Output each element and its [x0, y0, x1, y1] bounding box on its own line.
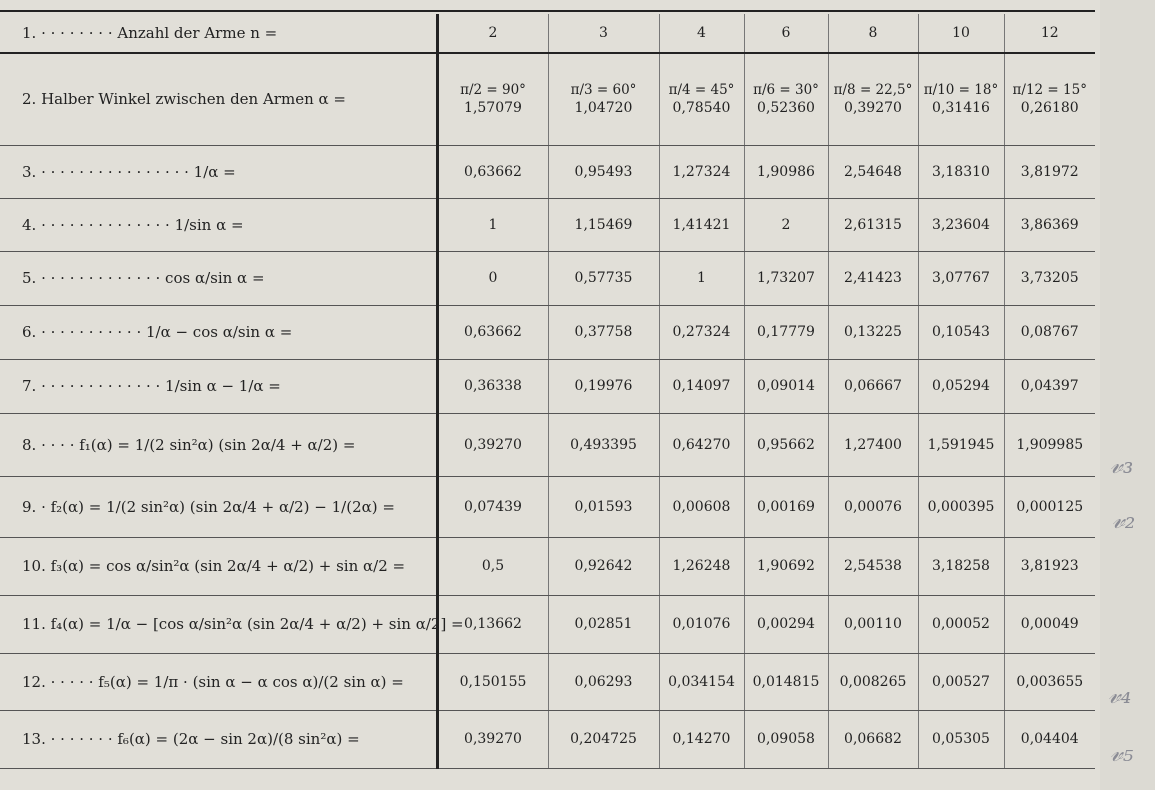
values-table [0, 14, 1095, 769]
table-cell: 0,5 [437, 537, 548, 595]
table-cell: 0,95662 [744, 413, 828, 476]
table-cell: 3,81923 [1004, 537, 1095, 595]
table-cell: 0,003655 [1004, 653, 1095, 710]
table-cell: 2,54648 [828, 145, 918, 198]
table-header-row [0, 14, 1095, 53]
table-cell: 0,09014 [744, 359, 828, 413]
table-cell: 1,27400 [828, 413, 918, 476]
table-cell: 0,39270 [437, 710, 548, 768]
angle-radians: 0,26180 [1020, 100, 1079, 117]
table-cell: 0,06682 [828, 710, 918, 768]
table-cell: 1,591945 [918, 413, 1004, 476]
row-label: 11. f₄(α) = 1/α − [cos α/sin²α (sin 2α/4 + α/2) + sin α/2] = [0, 595, 437, 653]
table-cell: 0,92642 [548, 537, 659, 595]
table-row [0, 359, 1095, 413]
table-cell: 0,08767 [1004, 305, 1095, 359]
table-cell: 1,27324 [659, 145, 744, 198]
table-cell: 0,17779 [744, 305, 828, 359]
angle-radians: 0,78540 [672, 100, 731, 117]
header-arms: 3 [548, 14, 659, 53]
row-label: 4. · · · · · · · · · · · · · · 1/sin α = [0, 198, 437, 251]
table-cell [437, 53, 548, 145]
table-cell: 0,034154 [659, 653, 744, 710]
table-cell: 3,73205 [1004, 251, 1095, 305]
table-cell: 0 [437, 251, 548, 305]
table-cell: 2,41423 [828, 251, 918, 305]
header-arms: 10 [918, 14, 1004, 53]
table-cell: 1 [659, 251, 744, 305]
row-label: 7. · · · · · · · · · · · · · 1/sin α − 1/α = [0, 359, 437, 413]
table-cell: 2,61315 [828, 198, 918, 251]
table-cell: 0,07439 [437, 476, 548, 537]
table-cell: 0,64270 [659, 413, 744, 476]
angle-fraction: π/6 = 30° [753, 82, 819, 99]
table-cell: 3,18258 [918, 537, 1004, 595]
angle-radians: 0,39270 [844, 100, 902, 117]
table-cell: 0,63662 [437, 305, 548, 359]
table-cell: 1,15469 [548, 198, 659, 251]
table-row [0, 413, 1095, 476]
header-arms: 12 [1004, 14, 1095, 53]
table-cell: 0,39270 [437, 413, 548, 476]
table-cell: 0,19976 [548, 359, 659, 413]
table-cell: 0,05294 [918, 359, 1004, 413]
margin-note: 𝓋₃ [1110, 450, 1134, 480]
table-row [0, 595, 1095, 653]
row-label: 5. · · · · · · · · · · · · · cos α/sin α = [0, 251, 437, 305]
table-cell: 0,57735 [548, 251, 659, 305]
table-cell: 0,06293 [548, 653, 659, 710]
table-cell: 0,00294 [744, 595, 828, 653]
table-cell [548, 53, 659, 145]
table-cell: 1 [437, 198, 548, 251]
table-cell [1004, 53, 1095, 145]
angle-radians: 0,52360 [757, 100, 815, 117]
row-label: 12. · · · · · f₅(α) = 1/π · (sin α − α cos α)/(2 sin α) = [0, 653, 437, 710]
table-row [0, 537, 1095, 595]
table-cell: 0,00169 [744, 476, 828, 537]
table-cell: 0,00608 [659, 476, 744, 537]
table-cell: 0,10543 [918, 305, 1004, 359]
top-rule [0, 10, 1095, 12]
table-cell: 0,04397 [1004, 359, 1095, 413]
table-cell: 0,00052 [918, 595, 1004, 653]
table-cell: 0,00049 [1004, 595, 1095, 653]
angle-fraction: π/3 = 60° [570, 82, 637, 99]
table-cell: 0,02851 [548, 595, 659, 653]
table-cell: 1,909985 [1004, 413, 1095, 476]
table-cell: 0,13225 [828, 305, 918, 359]
table-cell: 3,86369 [1004, 198, 1095, 251]
table-cell: 0,04404 [1004, 710, 1095, 768]
header-arms: 8 [828, 14, 918, 53]
table-row [0, 145, 1095, 198]
header-arms: 6 [744, 14, 828, 53]
table-cell: 0,06667 [828, 359, 918, 413]
table-cell: 0,150155 [437, 653, 548, 710]
table-cell: 0,13662 [437, 595, 548, 653]
table-cell: 0,36338 [437, 359, 548, 413]
table-cell [744, 53, 828, 145]
row-label: 8. · · · · f₁(α) = 1/(2 sin²α) (sin 2α/4 + α/2) = [0, 413, 437, 476]
table-cell: 0,95493 [548, 145, 659, 198]
table-cell: 0,05305 [918, 710, 1004, 768]
table-cell: 0,37758 [548, 305, 659, 359]
angle-fraction: π/4 = 45° [668, 82, 735, 99]
row-label: 3. · · · · · · · · · · · · · · · · 1/α = [0, 145, 437, 198]
angle-fraction: π/10 = 18° [923, 82, 999, 99]
row-label: 13. · · · · · · · f₆(α) = (2α − sin 2α)/(8 sin²α) = [0, 710, 437, 768]
row-label: 2. Halber Winkel zwischen den Armen α = [0, 53, 437, 145]
table-cell: 0,01593 [548, 476, 659, 537]
table-cell: 0,14097 [659, 359, 744, 413]
row-label: 6. · · · · · · · · · · · 1/α − cos α/sin α = [0, 305, 437, 359]
table-cell: 0,27324 [659, 305, 744, 359]
table-cell: 1,90692 [744, 537, 828, 595]
table-cell: 3,07767 [918, 251, 1004, 305]
table-cell: 0,09058 [744, 710, 828, 768]
header-label: 1. · · · · · · · · Anzahl der Arme n = [0, 14, 437, 53]
angle-radians: 1,57079 [464, 100, 522, 117]
table-cell: 0,000395 [918, 476, 1004, 537]
table-row [0, 251, 1095, 305]
table-cell [659, 53, 744, 145]
angle-fraction: π/2 = 90° [460, 82, 526, 99]
table-row [0, 305, 1095, 359]
table-cell: 1,41421 [659, 198, 744, 251]
margin-note: 𝓋₂ [1112, 505, 1136, 535]
angle-fraction: π/12 = 15° [1012, 82, 1087, 99]
table-cell [828, 53, 918, 145]
table-row [0, 710, 1095, 768]
table-row [0, 53, 1095, 145]
table-cell: 3,81972 [1004, 145, 1095, 198]
table-cell: 1,90986 [744, 145, 828, 198]
table-cell: 2,54538 [828, 537, 918, 595]
row-label: 9. · f₂(α) = 1/(2 sin²α) (sin 2α/4 + α/2) − 1/(2α) = [0, 476, 437, 537]
margin-note: 𝓋₄ [1108, 680, 1132, 710]
table-cell: 0,14270 [659, 710, 744, 768]
table-cell: 0,01076 [659, 595, 744, 653]
angle-fraction: π/8 = 22,5° [833, 82, 913, 99]
table-cell: 0,493395 [548, 413, 659, 476]
table-row [0, 653, 1095, 710]
header-arms: 2 [437, 14, 548, 53]
table-cell: 0,008265 [828, 653, 918, 710]
angle-radians: 0,31416 [932, 100, 990, 117]
row-label: 10. f₃(α) = cos α/sin²α (sin 2α/4 + α/2) + sin α/2 = [0, 537, 437, 595]
table-cell: 0,00076 [828, 476, 918, 537]
header-arms: 4 [659, 14, 744, 53]
angle-radians: 1,04720 [574, 100, 633, 117]
table-row [0, 476, 1095, 537]
table-cell [918, 53, 1004, 145]
table-cell: 0,014815 [744, 653, 828, 710]
table-cell: 0,204725 [548, 710, 659, 768]
table-cell: 0,000125 [1004, 476, 1095, 537]
table-cell: 0,00527 [918, 653, 1004, 710]
margin-note: 𝓋₅ [1110, 738, 1134, 768]
table-cell: 1,26248 [659, 537, 744, 595]
table-cell: 3,18310 [918, 145, 1004, 198]
table-cell: 3,23604 [918, 198, 1004, 251]
table-row [0, 198, 1095, 251]
table-cell: 0,00110 [828, 595, 918, 653]
table-cell: 0,63662 [437, 145, 548, 198]
table-cell: 2 [744, 198, 828, 251]
table-cell: 1,73207 [744, 251, 828, 305]
